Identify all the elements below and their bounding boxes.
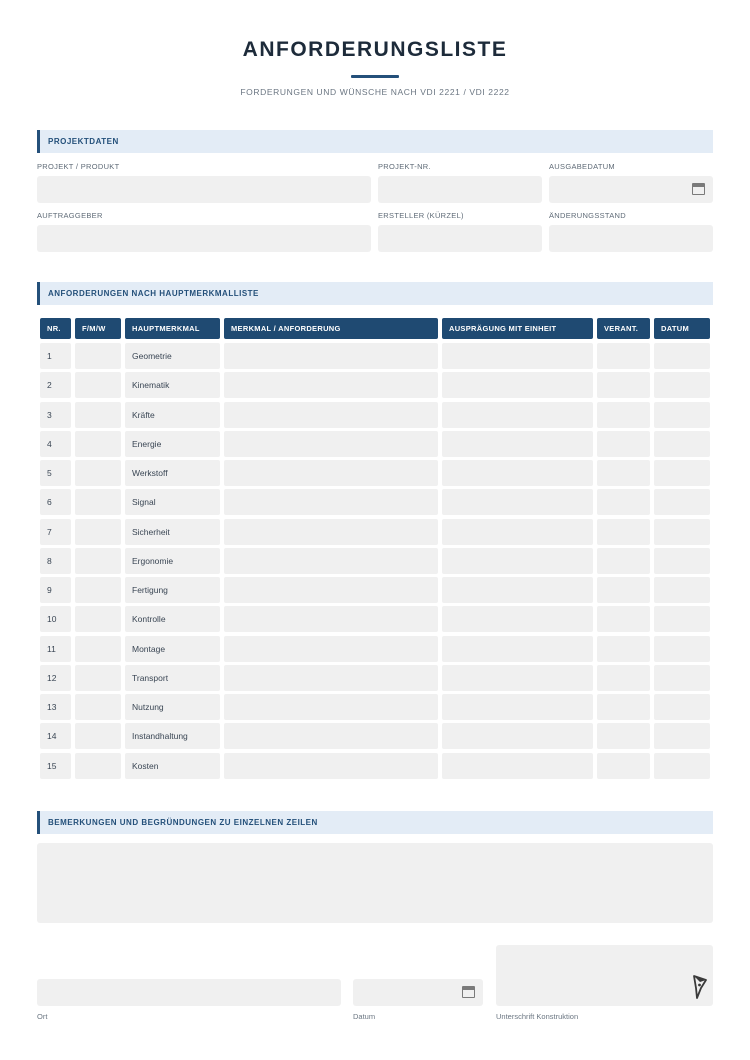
- pen-nib-icon: [692, 974, 708, 1000]
- column-header-requirement: MERKMAL / ANFORDERUNG: [224, 318, 438, 339]
- title-underline: [351, 75, 399, 78]
- cell-fmw[interactable]: [75, 402, 121, 428]
- column-header-fmw: F/M/W: [75, 318, 121, 339]
- table-row: [40, 606, 710, 632]
- column-header-responsible: VERANT.: [597, 318, 650, 339]
- cell-responsible[interactable]: [597, 460, 650, 486]
- cell-date[interactable]: [654, 636, 710, 662]
- cell-requirement[interactable]: [224, 577, 438, 603]
- cell-main-feature: Signal: [125, 489, 220, 515]
- table-row: [40, 577, 710, 603]
- place-field[interactable]: [37, 979, 341, 1006]
- column-header-date: DATUM: [654, 318, 710, 339]
- cell-requirement[interactable]: [224, 460, 438, 486]
- section-heading-requirements: ANFORDERUNGEN NACH HAUPTMERKMALLISTE: [37, 282, 713, 305]
- cell-main-feature: Nutzung: [125, 694, 220, 720]
- cell-responsible[interactable]: [597, 343, 650, 369]
- cell-main-feature: Kräfte: [125, 402, 220, 428]
- cell-value-unit[interactable]: [442, 431, 593, 457]
- cell-main-feature: Instandhaltung: [125, 723, 220, 749]
- cell-main-feature: Kontrolle: [125, 606, 220, 632]
- cell-nr: 9: [40, 577, 71, 603]
- cell-requirement[interactable]: [224, 489, 438, 515]
- cell-date[interactable]: [654, 431, 710, 457]
- cell-responsible[interactable]: [597, 372, 650, 398]
- column-header-nr: NR.: [40, 318, 71, 339]
- cell-responsible[interactable]: [597, 402, 650, 428]
- cell-responsible[interactable]: [597, 519, 650, 545]
- calendar-icon[interactable]: [692, 183, 705, 195]
- cell-fmw[interactable]: [75, 431, 121, 457]
- cell-main-feature: Werkstoff: [125, 460, 220, 486]
- cell-value-unit[interactable]: [442, 694, 593, 720]
- table-row: [40, 431, 710, 457]
- cell-fmw[interactable]: [75, 460, 121, 486]
- table-row: [40, 548, 710, 574]
- cell-date[interactable]: [654, 372, 710, 398]
- cell-date[interactable]: [654, 694, 710, 720]
- cell-responsible[interactable]: [597, 723, 650, 749]
- cell-requirement[interactable]: [224, 753, 438, 779]
- cell-responsible[interactable]: [597, 577, 650, 603]
- cell-responsible[interactable]: [597, 636, 650, 662]
- cell-date[interactable]: [654, 606, 710, 632]
- cell-responsible[interactable]: [597, 665, 650, 691]
- cell-date[interactable]: [654, 577, 710, 603]
- cell-fmw[interactable]: [75, 694, 121, 720]
- cell-main-feature: Montage: [125, 636, 220, 662]
- cell-nr: 8: [40, 548, 71, 574]
- issue-date-field[interactable]: [549, 176, 713, 203]
- cell-fmw[interactable]: [75, 723, 121, 749]
- project-no-label: PROJEKT-NR.: [378, 162, 431, 171]
- cell-date[interactable]: [654, 665, 710, 691]
- cell-nr: 2: [40, 372, 71, 398]
- column-header-main-feature: HAUPTMERKMAL: [125, 318, 220, 339]
- cell-responsible[interactable]: [597, 606, 650, 632]
- cell-requirement[interactable]: [224, 694, 438, 720]
- place-label: Ort: [37, 1012, 48, 1021]
- cell-nr: 1: [40, 343, 71, 369]
- cell-value-unit[interactable]: [442, 343, 593, 369]
- cell-value-unit[interactable]: [442, 372, 593, 398]
- cell-fmw[interactable]: [75, 343, 121, 369]
- table-row: [40, 343, 710, 369]
- cell-requirement[interactable]: [224, 723, 438, 749]
- project-product-label: PROJEKT / PRODUKT: [37, 162, 120, 171]
- cell-value-unit[interactable]: [442, 460, 593, 486]
- revision-field[interactable]: [549, 225, 713, 252]
- author-label: ERSTELLER (KÜRZEL): [378, 211, 464, 220]
- section-heading-remarks: BEMERKUNGEN UND BEGRÜNDUNGEN ZU EINZELNEN ZEILEN: [37, 811, 713, 834]
- cell-value-unit[interactable]: [442, 665, 593, 691]
- cell-requirement[interactable]: [224, 402, 438, 428]
- cell-main-feature: Kinematik: [125, 372, 220, 398]
- cell-fmw[interactable]: [75, 519, 121, 545]
- project-no-field[interactable]: [378, 176, 542, 203]
- table-row: [40, 460, 710, 486]
- cell-responsible[interactable]: [597, 694, 650, 720]
- cell-requirement[interactable]: [224, 548, 438, 574]
- cell-date[interactable]: [654, 519, 710, 545]
- table-row: [40, 489, 710, 515]
- issue-date-label: AUSGABEDATUM: [549, 162, 615, 171]
- cell-responsible[interactable]: [597, 753, 650, 779]
- table-row: [40, 519, 710, 545]
- cell-nr: 7: [40, 519, 71, 545]
- cell-nr: 3: [40, 402, 71, 428]
- cell-responsible[interactable]: [597, 548, 650, 574]
- cell-fmw[interactable]: [75, 489, 121, 515]
- signature-field[interactable]: [496, 945, 713, 1006]
- cell-nr: 13: [40, 694, 71, 720]
- cell-nr: 4: [40, 431, 71, 457]
- cell-requirement[interactable]: [224, 606, 438, 632]
- cell-date[interactable]: [654, 489, 710, 515]
- cell-value-unit[interactable]: [442, 519, 593, 545]
- cell-fmw[interactable]: [75, 636, 121, 662]
- cell-fmw[interactable]: [75, 548, 121, 574]
- cell-value-unit[interactable]: [442, 723, 593, 749]
- cell-requirement[interactable]: [224, 431, 438, 457]
- page-subtitle: FORDERUNGEN UND WÜNSCHE NACH VDI 2221 / VDI 2222: [240, 87, 510, 97]
- cell-requirement[interactable]: [224, 519, 438, 545]
- cell-date[interactable]: [654, 343, 710, 369]
- cell-requirement[interactable]: [224, 343, 438, 369]
- cell-nr: 10: [40, 606, 71, 632]
- cell-fmw[interactable]: [75, 372, 121, 398]
- cell-date[interactable]: [654, 402, 710, 428]
- cell-main-feature: Ergonomie: [125, 548, 220, 574]
- cell-main-feature: Geometrie: [125, 343, 220, 369]
- page-title: ANFORDERUNGSLISTE: [242, 38, 508, 61]
- table-row: [40, 372, 710, 398]
- remarks-field[interactable]: [37, 843, 713, 923]
- table-row: [40, 665, 710, 691]
- table-row: [40, 694, 710, 720]
- cell-date[interactable]: [654, 460, 710, 486]
- cell-fmw[interactable]: [75, 577, 121, 603]
- client-label: AUFTRAGGEBER: [37, 211, 103, 220]
- calendar-icon[interactable]: [462, 986, 475, 998]
- section-heading-project: PROJEKTDATEN: [37, 130, 713, 153]
- cell-fmw[interactable]: [75, 753, 121, 779]
- table-row: [40, 636, 710, 662]
- table-row: [40, 753, 710, 779]
- cell-nr: 5: [40, 460, 71, 486]
- cell-main-feature: Sicherheit: [125, 519, 220, 545]
- cell-main-feature: Kosten: [125, 753, 220, 779]
- cell-value-unit[interactable]: [442, 548, 593, 574]
- cell-main-feature: Transport: [125, 665, 220, 691]
- cell-value-unit[interactable]: [442, 402, 593, 428]
- cell-main-feature: Energie: [125, 431, 220, 457]
- cell-responsible[interactable]: [597, 489, 650, 515]
- cell-nr: 6: [40, 489, 71, 515]
- cell-date[interactable]: [654, 548, 710, 574]
- cell-value-unit[interactable]: [442, 489, 593, 515]
- project-product-field[interactable]: [37, 176, 371, 203]
- cell-nr: 15: [40, 753, 71, 779]
- cell-value-unit[interactable]: [442, 606, 593, 632]
- cell-date[interactable]: [654, 723, 710, 749]
- cell-fmw[interactable]: [75, 665, 121, 691]
- cell-nr: 11: [40, 636, 71, 662]
- client-field[interactable]: [37, 225, 371, 252]
- cell-requirement[interactable]: [224, 372, 438, 398]
- table-row: [40, 723, 710, 749]
- cell-date[interactable]: [654, 753, 710, 779]
- cell-fmw[interactable]: [75, 606, 121, 632]
- revision-label: ÄNDERUNGSSTAND: [549, 211, 626, 220]
- cell-main-feature: Fertigung: [125, 577, 220, 603]
- cell-responsible[interactable]: [597, 431, 650, 457]
- cell-value-unit[interactable]: [442, 577, 593, 603]
- cell-value-unit[interactable]: [442, 753, 593, 779]
- signature-label: Unterschrift Konstruktion: [496, 1012, 579, 1021]
- cell-value-unit[interactable]: [442, 636, 593, 662]
- cell-requirement[interactable]: [224, 636, 438, 662]
- cell-requirement[interactable]: [224, 665, 438, 691]
- date-label: Datum: [353, 1012, 376, 1021]
- column-header-value-unit: AUSPRÄGUNG MIT EINHEIT: [442, 318, 593, 339]
- cell-nr: 12: [40, 665, 71, 691]
- table-row: [40, 402, 710, 428]
- cell-nr: 14: [40, 723, 71, 749]
- author-field[interactable]: [378, 225, 542, 252]
